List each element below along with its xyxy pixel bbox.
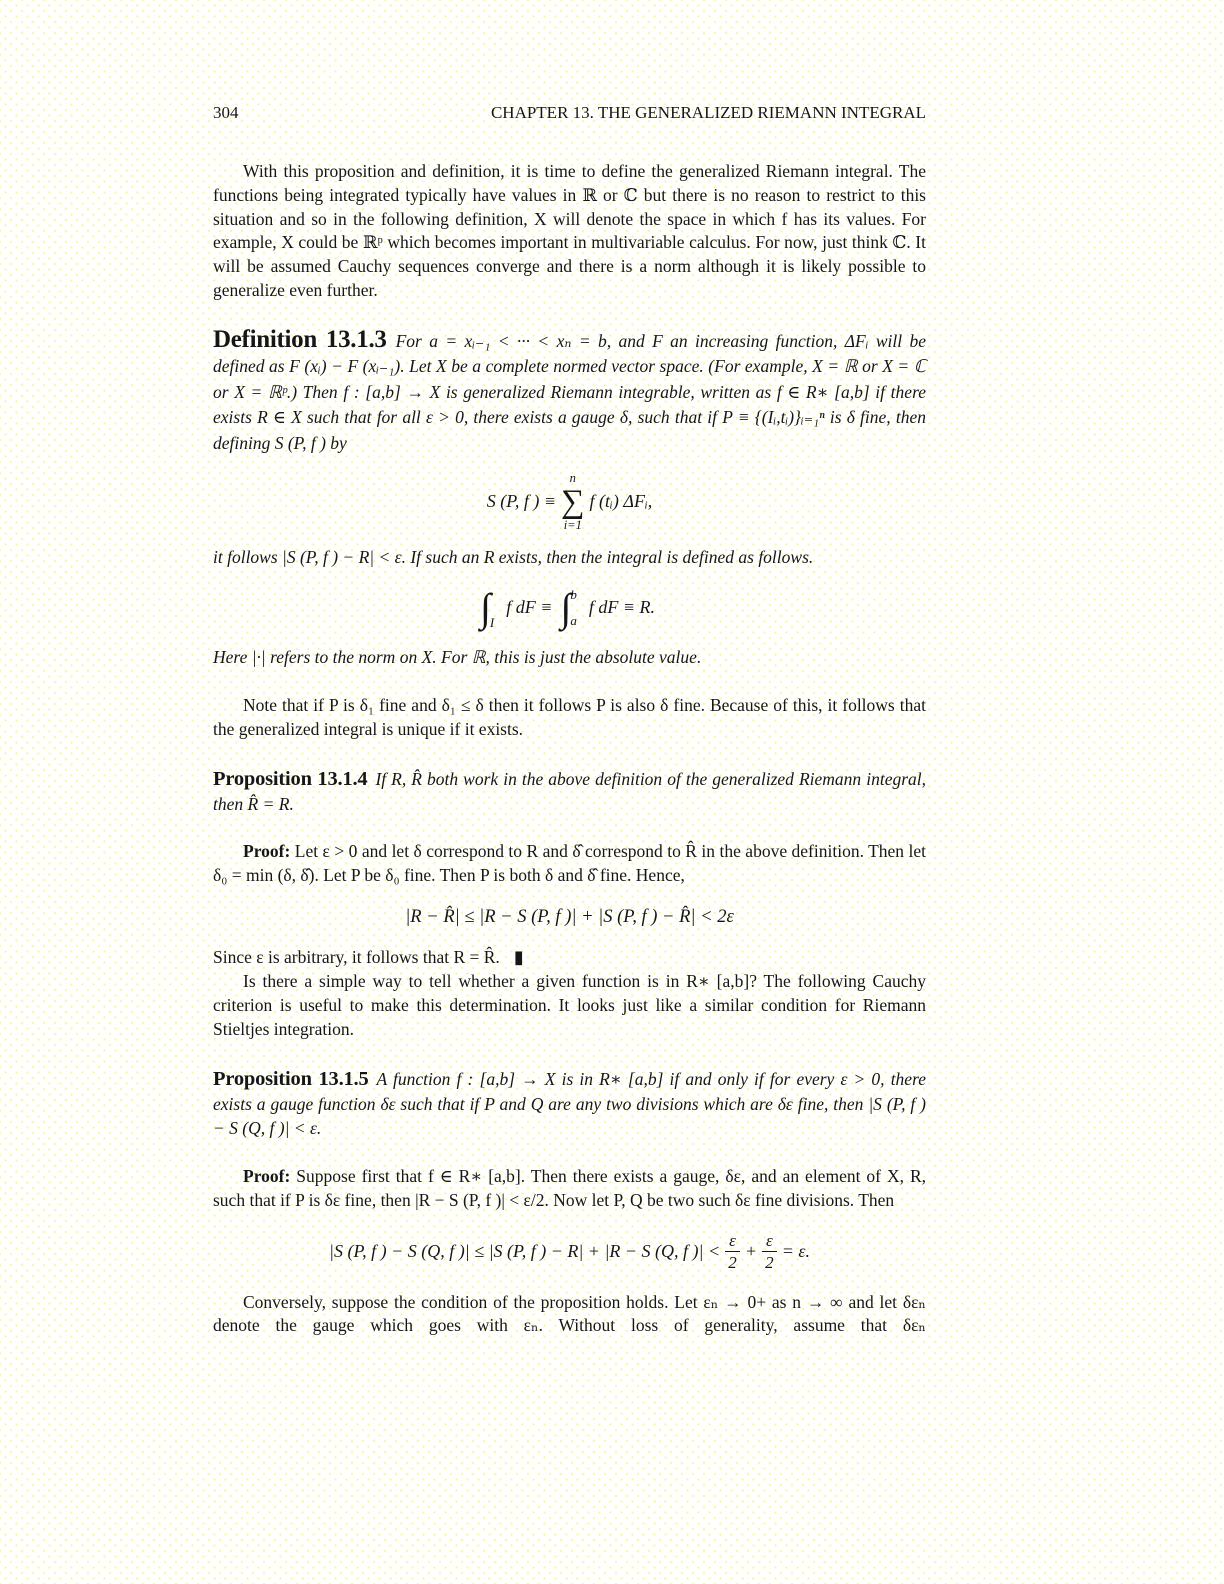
integral-a-to-b	[560, 586, 580, 630]
equation-riemann-sum	[213, 472, 926, 532]
fraction-eps-over-2	[725, 1231, 740, 1273]
proposition-label: Proposition 13.1.4	[213, 768, 368, 791]
integral-sign: ∫	[479, 585, 491, 631]
cauchy-estimate-tail: = ε.	[781, 1240, 810, 1261]
integral-subscript-I: I	[489, 615, 495, 631]
sum-lhs: S (P, f ) ≡	[486, 491, 557, 512]
proof-body: Suppose first that f ∈ R∗ [a,b]. Then there exists a gauge, δε, and an element of X, R, such that if P is δε fine, then |R − S (P, f )| < ε/2. Now let P, Q be two such δε fine divisions. Then	[213, 1165, 927, 1210]
integral-tail: f dF ≡ R.	[588, 597, 656, 618]
integral-over-I	[480, 586, 498, 630]
cauchy-estimate-lhs: |S (P, f ) − S (Q, f )| ≤ |S (P, f ) − R| + |R − S (Q, f )| <	[329, 1240, 721, 1261]
fraction-numerator: ε	[725, 1231, 740, 1253]
norm-note-line: Here |·| refers to the norm on X. For ℝ, this is just the absolute value.	[213, 647, 702, 668]
sum-rhs: f (tᵢ) ΔFᵢ,	[589, 491, 653, 512]
sigma-symbol: ∑	[561, 484, 585, 521]
integral-lower-limit: a	[570, 613, 577, 629]
proof-label: Proof:	[243, 1165, 291, 1186]
qed-text: Since ε is arbitrary, it follows that R = R̂.	[213, 947, 500, 968]
intro-paragraph: With this proposition and definition, it is time to define the generalized Riemann integral. The functions being integrated typically have values in ℝ or ℂ but there is no reason to restrict to this situation and so in the following definition, X will denote the space in which f has its values. For example, X could be ℝᵖ which becomes important in multivariable calculus. For now, just think ℂ. It will be assumed Cauchy sequences converge and there is a norm although it is likely possible to generalize even further.	[213, 161, 926, 300]
proof-label: Proof:	[243, 841, 291, 862]
proof-body: Let ε > 0 and let δ correspond to R and δ̂ correspond to R̂ in the above definition. Then let δ₀ = min (δ, δ̂). Let P be δ₀ fine. Then P is both δ and δ̂ fine. Hence,	[213, 841, 926, 886]
proposition-body: If R, R̂ both work in the above definition of the generalized Riemann integral, then R̂ = R.	[213, 769, 927, 814]
integral-upper-limit: b	[570, 587, 577, 603]
definition-13-1-3	[213, 327, 926, 457]
triangle-inequality-text: |R − R̂| ≤ |R − S (P, f )| + |S (P, f ) − R̂| < 2ε	[405, 907, 734, 928]
integral-limits	[570, 587, 577, 629]
sum-operator	[561, 472, 585, 532]
equation-integral	[213, 586, 926, 630]
page-header	[213, 102, 926, 124]
sum-upper-limit: n	[569, 471, 576, 486]
cauchy-intro-paragraph: Is there a simple way to tell whether a given function is in R∗ [a,b]? The following Cauchy criterion is useful to make this determination. It looks just like a similar condition for Riemann Stieltjes integration.	[213, 971, 926, 1039]
equation-cauchy-estimate	[213, 1231, 926, 1273]
definition-body: For a = xᵢ₋₁ < ··· < xₙ = b, and F an increasing function, ΔFᵢ will be defined as F (xᵢ) − F (xᵢ₋₁). Let X be a complete normed vector space. (For example, X = ℝ or X = ℂ or X = ℝᵖ.) Then f : [a,b] → X is generalized Riemann integrable, written as f ∈ R∗ [a,b] if there exists R ∈ X such that for all ε > 0, there exists a gauge δ, such that if P ≡ {(Iᵢ,tᵢ)}ᵢ₌₁ⁿ is δ fine, then defining S (P, f ) by	[213, 330, 926, 453]
after-sum-line: it follows |S (P, f ) − R| < ε. If such an R exists, then the integral is defined as follows.	[213, 547, 814, 568]
qed-symbol: ▮	[513, 947, 522, 968]
proposition-body: A function f : [a,b] → X is in R∗ [a,b] if and only if for every ε > 0, there exists a gauge function δε such that if P and Q are any two divisions which are δε fine, then |S (P, f ) − S (Q, f )| < ε.	[213, 1069, 927, 1139]
fraction-numerator: ε	[762, 1231, 777, 1253]
plus-operator: +	[744, 1240, 757, 1261]
sum-lower-limit: i=1	[563, 518, 582, 533]
uniqueness-paragraph: Note that if P is δ₁ fine and δ₁ ≤ δ then it follows P is also δ fine. Because of this, it follows that the generalized integral is unique if it exists.	[213, 694, 926, 739]
fraction-eps-over-2	[762, 1231, 777, 1273]
closing-paragraph: Conversely, suppose the condition of the proposition holds. Let εₙ → 0+ as n → ∞ and let δεₙ denote the gauge which goes with εₙ. Without loss of generality, assume that δεₙ	[213, 1291, 926, 1336]
proposition-13-1-4	[213, 767, 926, 816]
definition-label: Definition 13.1.3	[213, 325, 387, 353]
qed-line	[213, 946, 926, 970]
integral-sign: ∫	[560, 585, 572, 631]
proof-13-1-4	[213, 840, 926, 888]
fraction-denominator: 2	[765, 1253, 774, 1273]
chapter-header: CHAPTER 13. THE GENERALIZED RIEMANN INTEGRAL	[490, 103, 926, 122]
equation-triangle-inequality	[213, 906, 926, 928]
integral-middle: f dF ≡	[506, 597, 553, 618]
fraction-denominator: 2	[728, 1253, 737, 1273]
proposition-label: Proposition 13.1.5	[213, 1068, 369, 1091]
page-number: 304	[213, 103, 239, 122]
proof-13-1-5	[213, 1165, 926, 1213]
proposition-13-1-5	[213, 1067, 926, 1141]
